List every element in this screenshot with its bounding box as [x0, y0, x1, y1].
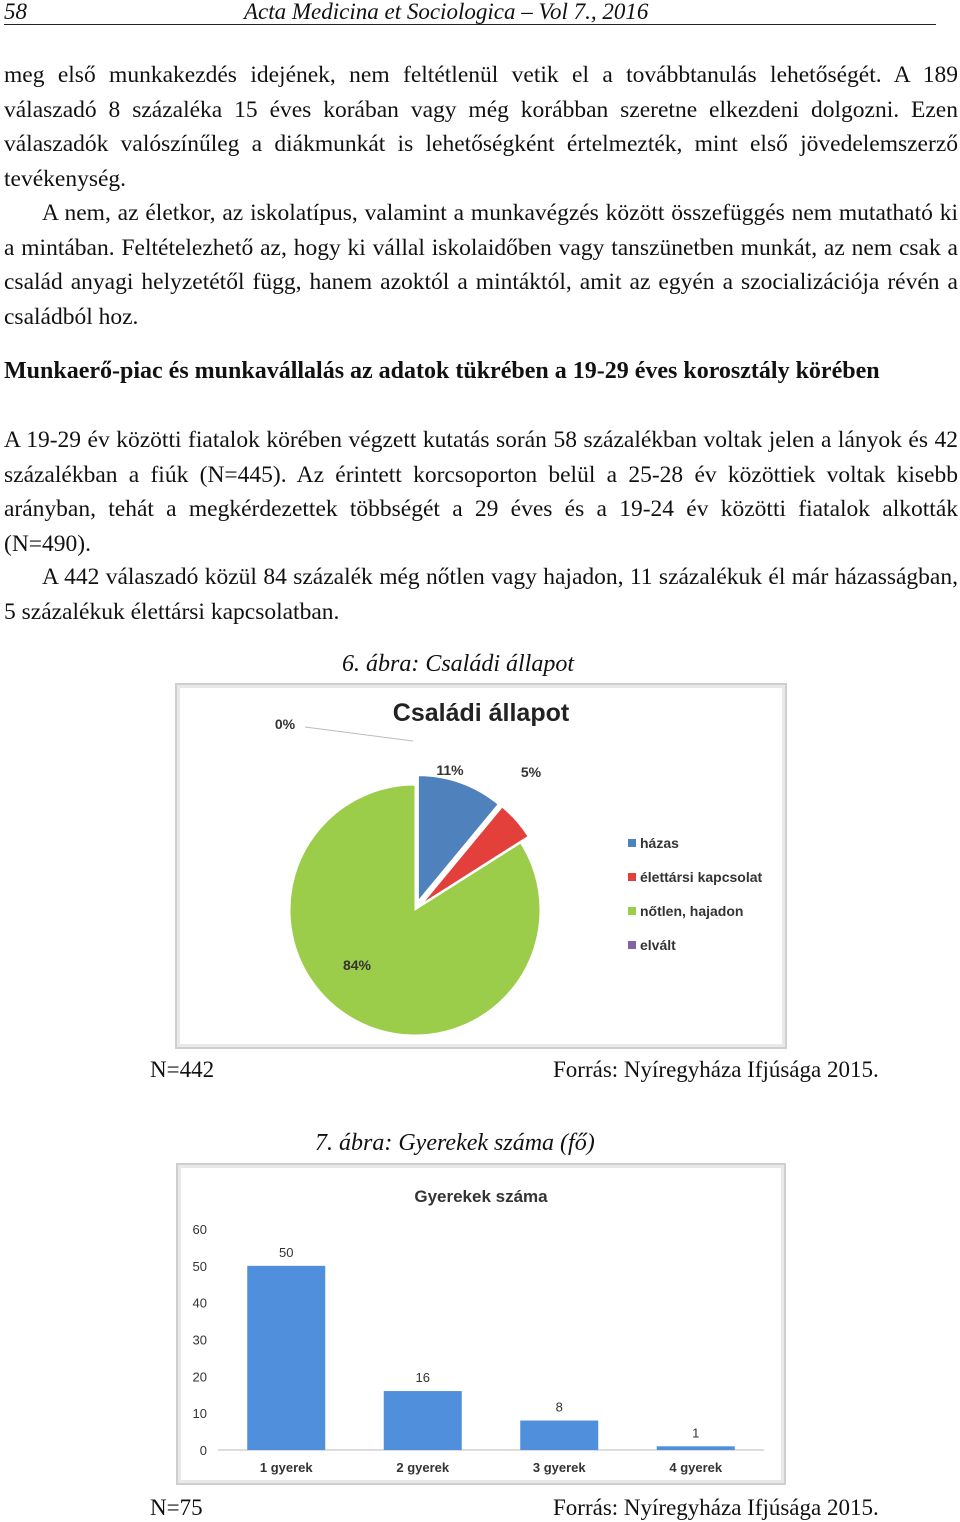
bar-data-label-3: 1 — [692, 1425, 700, 1441]
bar-y-tick-50: 50 — [192, 1258, 207, 1274]
bar-title: Gyerekek száma — [414, 1187, 548, 1206]
bar-data-label-0: 50 — [279, 1244, 294, 1260]
figure-7-source: Forrás: Nyíregyháza Ifjúsága 2015. — [553, 1495, 879, 1520]
pie-legend-label-3: elvált — [640, 937, 676, 953]
pie-data-label-1: 5% — [520, 764, 542, 780]
bar-x-label-2: 3 gyerek — [532, 1460, 586, 1475]
bar-data-label-1: 16 — [415, 1370, 430, 1386]
bar-y-tick-30: 30 — [192, 1332, 207, 1348]
bar-3 — [657, 1446, 735, 1450]
pie-legend-label-1: élettársi kapcsolat — [640, 869, 763, 885]
bar-chart-svg — [178, 1165, 784, 1483]
bar-1 — [384, 1391, 462, 1450]
pie-legend-marker-2 — [628, 907, 636, 915]
figure-6-caption: 6. ábra: Családi állapot — [342, 651, 575, 677]
figure-7-chart — [176, 1163, 786, 1485]
pie-legend-label-2: nőtlen, hajadon — [640, 903, 744, 919]
pie-data-label-3: 0% — [274, 716, 296, 732]
pie-slice-3 — [415, 775, 416, 900]
bar-y-tick-10: 10 — [192, 1406, 207, 1422]
bar-2 — [520, 1421, 598, 1450]
section-paragraph-1: A 19-29 év közötti fiatalok körében végzett kutatás során 58 százalékban voltak jelen a lányok és 42 százalékban a fiúk (N=445). Az érintett korcsoporton belül a 25-28 év közöttiek voltak kisebb arányban, tehát a megkérdezettek többségét a 29 éves és a 19-24 év közötti fiatalok alkották (N=490). — [4, 427, 958, 557]
pie-chart-svg — [177, 685, 785, 1047]
bar-y-tick-40: 40 — [192, 1295, 207, 1311]
bar-0 — [247, 1266, 325, 1450]
bar-x-label-0: 1 gyerek — [259, 1460, 313, 1475]
pie-title: Családi állapot — [392, 699, 570, 727]
page-number: 58 — [4, 0, 27, 24]
figure-6-chart — [175, 683, 787, 1049]
section-heading: Munkaerő-piac és munkavállalás az adatok tükrében a 19-29 éves korosztály körében — [4, 358, 880, 384]
pie-legend-marker-1 — [628, 873, 636, 881]
running-header — [4, 0, 936, 25]
pie-leader-line — [305, 727, 413, 741]
bar-y-tick-0: 0 — [199, 1443, 207, 1458]
pie-data-label-0: 11% — [436, 762, 464, 778]
figure-6-n: N=442 — [150, 1057, 215, 1082]
paragraph-2: A nem, az életkor, az iskolatípus, valamint a munkavégzés között összefüggés nem mutatható ki a mintában. Feltételezhető az, hogy ki vállal iskolaidőben vagy tanszünetben munkát, az nem csak a család anyagi helyzetétől függ, hanem azoktól a mintáktól, amit az egyén a szocializációja révén a családból hoz. — [4, 200, 958, 330]
journal-title: Acta Medicina et Sociologica – Vol 7., 2016 — [244, 0, 649, 24]
pie-legend-label-0: házas — [640, 835, 679, 851]
bar-x-label-3: 4 gyerek — [669, 1460, 723, 1475]
paragraph-1: meg első munkakezdés idejének, nem feltétlenül vetik el a továbbtanulás lehetőségét. A 189 válaszadó 8 százaléka 15 éves korában vagy még korábban szeretne elkezdeni dolgozni. Ezen válaszadók valószínűleg a diákmunkát is lehetőségként értelmezték, mint első jövedelemszerző tevékenység. — [4, 62, 958, 192]
bar-data-label-2: 8 — [555, 1399, 563, 1415]
bar-y-tick-20: 20 — [192, 1369, 207, 1385]
pie-legend-marker-3 — [628, 941, 636, 949]
figure-7-n: N=75 — [150, 1495, 203, 1520]
pie-data-label-2: 84% — [342, 957, 372, 973]
figure-6-source: Forrás: Nyíregyháza Ifjúsága 2015. — [553, 1057, 879, 1082]
pie-legend-marker-0 — [628, 839, 636, 847]
section-paragraph-2: A 442 válaszadó közül 84 százalék még nőtlen vagy hajadon, 11 százalékuk él már házasságban, 5 százalékuk élettársi kapcsolatban. — [4, 564, 958, 625]
figure-7-caption: 7. ábra: Gyerekek száma (fő) — [315, 1130, 595, 1156]
bar-x-label-1: 2 gyerek — [396, 1460, 450, 1475]
bar-y-tick-60: 60 — [192, 1222, 207, 1237]
